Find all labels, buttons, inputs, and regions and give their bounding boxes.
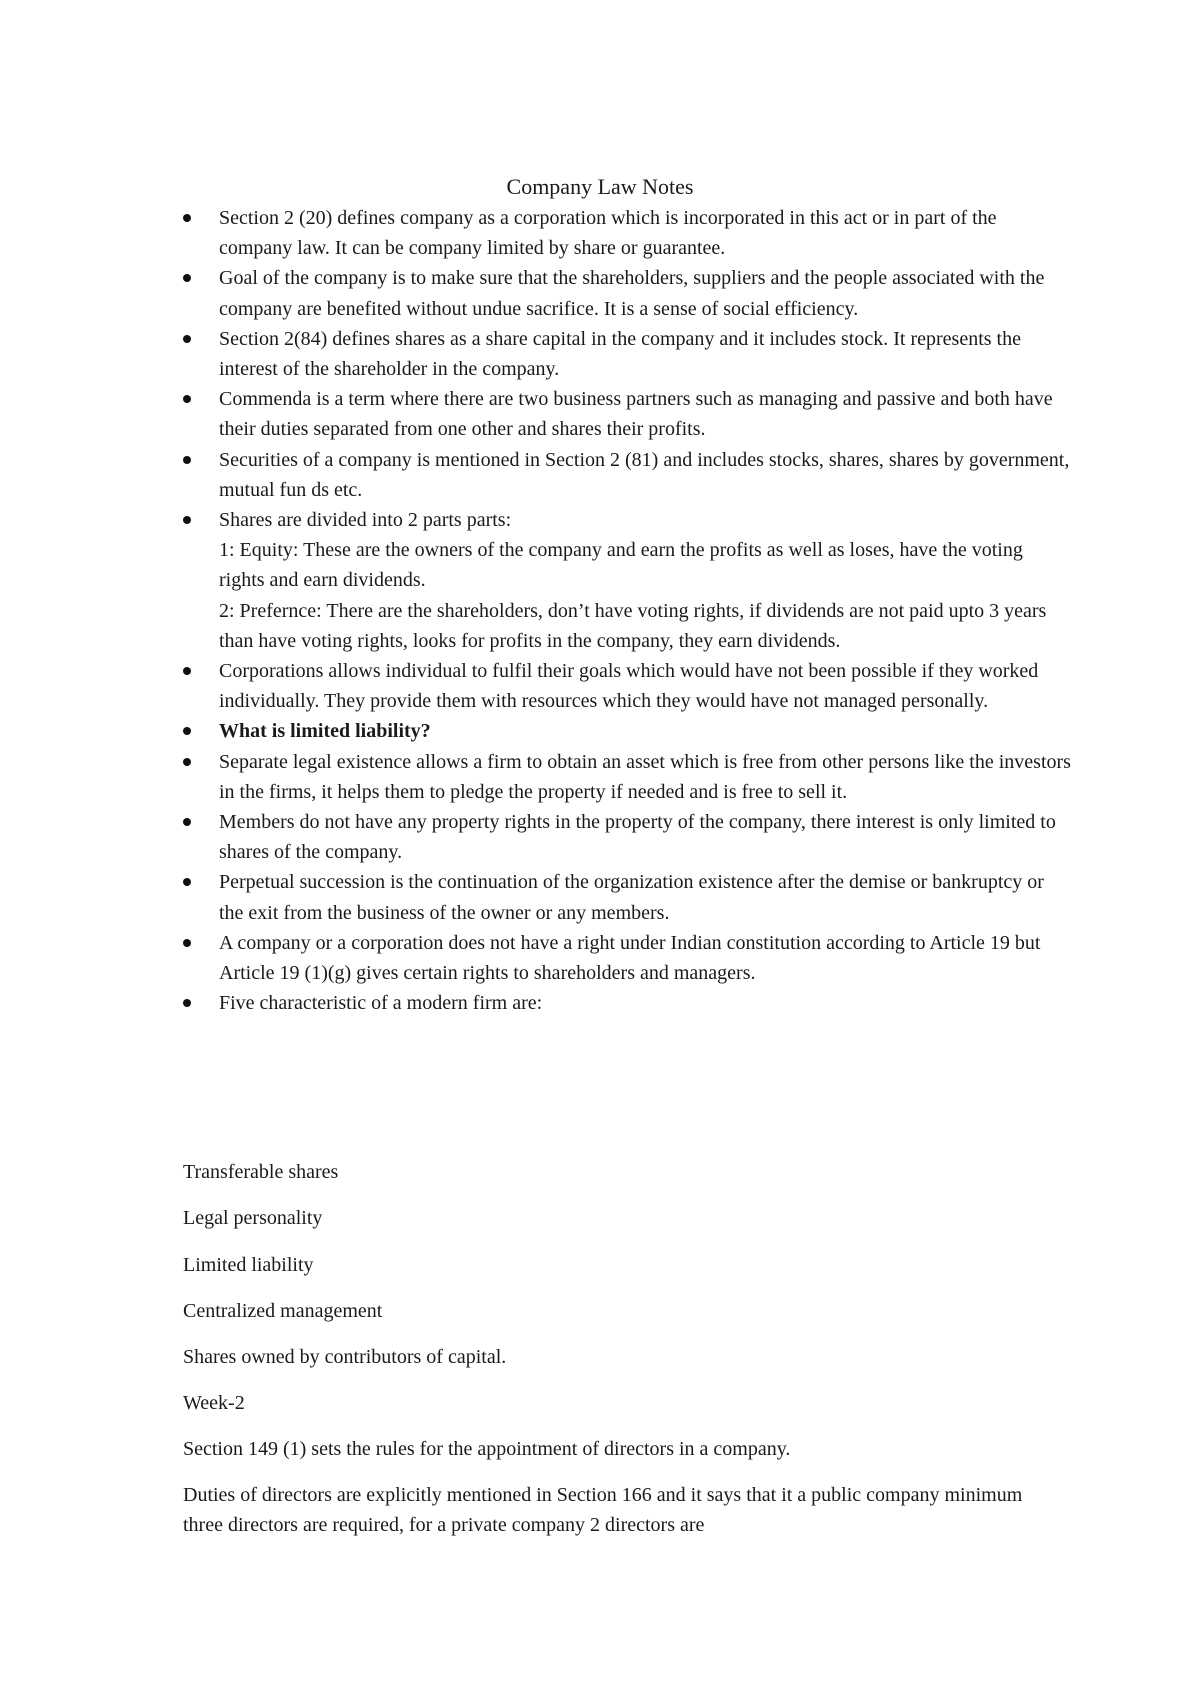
week-label: Week-2 bbox=[183, 1392, 245, 1414]
characteristic-shares-owned: Shares owned by contributors of capital. bbox=[183, 1346, 507, 1368]
list-item-text: Section 2(84) defines shares as a share capital in the company and it includes stock. It represents the interest of the shareholder in the company. bbox=[219, 327, 1021, 381]
list-item-text: Perpetual succession is the continuation of the organization existence after the demise or bankruptcy or the exit from the business of the owner or any members. bbox=[219, 871, 1044, 924]
duties-paragraph: Duties of directors are explicitly mentioned in Section 166 and it says that it a public company minimum three directors are required, for a private company 2 directors are bbox=[183, 1484, 1023, 1537]
list-item bbox=[183, 263, 1073, 323]
list-item bbox=[183, 747, 1073, 807]
list-item bbox=[183, 928, 1073, 988]
preference-description: 2: Prefernce: There are the shareholders, don’t have voting rights, if dividends are not paid upto 3 years than have voting rights, looks for profits in the company, they earn dividends. bbox=[219, 599, 1047, 652]
list-item-text: Members do not have any property rights in the property of the company, there interest is only limited to shares of the company. bbox=[219, 811, 1056, 864]
list-item-text: A company or a corporation does not have a right under Indian constitution according to Article 19 but Article 19 (1)(g) gives certain rights to shareholders and managers. bbox=[219, 931, 1041, 985]
bullet-icon bbox=[183, 274, 191, 282]
bullet-icon bbox=[183, 214, 191, 222]
list-item-text: Securities of a company is mentioned in Section 2 (81) and includes stocks, shares, shares by government, mutual fun ds etc. bbox=[219, 448, 1070, 501]
list-item bbox=[183, 656, 1073, 716]
list-item bbox=[183, 867, 1073, 927]
list-item-text: Shares are divided into 2 parts parts: bbox=[219, 509, 512, 532]
list-item bbox=[183, 324, 1073, 384]
bullet-icon bbox=[183, 818, 191, 826]
bullet-icon bbox=[183, 456, 191, 464]
bullet-icon bbox=[183, 335, 191, 343]
list-item-text: Commenda is a term where there are two business partners such as managing and passive and both have their duties separated from one other and shares their profits. bbox=[219, 388, 1053, 441]
bullet-icon bbox=[183, 516, 191, 524]
page-title: Company Law Notes bbox=[506, 174, 694, 199]
notes-bullet-list bbox=[183, 203, 1073, 1018]
bullet-icon bbox=[183, 878, 191, 886]
list-item bbox=[183, 445, 1073, 505]
list-item-text: Separate legal existence allows a firm to obtain an asset which is free from other persons like the investors in the firms, it helps them to pledge the property if needed and is free to sell it. bbox=[219, 750, 1071, 803]
bullet-icon bbox=[183, 999, 191, 1007]
list-item-heading bbox=[183, 716, 1073, 746]
characteristic-legal-personality: Legal personality bbox=[183, 1207, 323, 1229]
list-item bbox=[183, 988, 1073, 1018]
bullet-icon bbox=[183, 939, 191, 947]
characteristic-centralized-management: Centralized management bbox=[183, 1300, 383, 1322]
list-item bbox=[183, 807, 1073, 867]
list-item-text: Five characteristic of a modern firm are: bbox=[219, 992, 543, 1015]
bullet-icon bbox=[183, 727, 191, 735]
list-item bbox=[183, 505, 1073, 656]
characteristic-transferable-shares: Transferable shares bbox=[183, 1161, 339, 1183]
bullet-icon bbox=[183, 758, 191, 766]
list-item-text: Corporations allows individual to fulfil their goals which would have not been possible if they worked individually. They provide them with resources which they would have not managed personally. bbox=[219, 660, 1039, 713]
characteristic-limited-liability: Limited liability bbox=[183, 1254, 314, 1276]
list-item-text: What is limited liability? bbox=[219, 720, 431, 743]
section-149-paragraph: Section 149 (1) sets the rules for the appointment of directors in a company. bbox=[183, 1438, 791, 1460]
bullet-icon bbox=[183, 667, 191, 675]
list-item bbox=[183, 384, 1073, 444]
bullet-icon bbox=[183, 395, 191, 403]
equity-description: 1: Equity: These are the owners of the company and earn the profits as well as loses, have the voting rights and earn dividends. bbox=[219, 539, 1023, 592]
list-item-text: Goal of the company is to make sure that the shareholders, suppliers and the people associated with the company are benefited without undue sacrifice. It is a sense of social efficiency. bbox=[219, 267, 1045, 320]
list-item bbox=[183, 203, 1073, 263]
list-item-text: Section 2 (20) defines company as a corporation which is incorporated in this act or in part of the company law. It can be company limited by share or guarantee. bbox=[219, 207, 997, 260]
